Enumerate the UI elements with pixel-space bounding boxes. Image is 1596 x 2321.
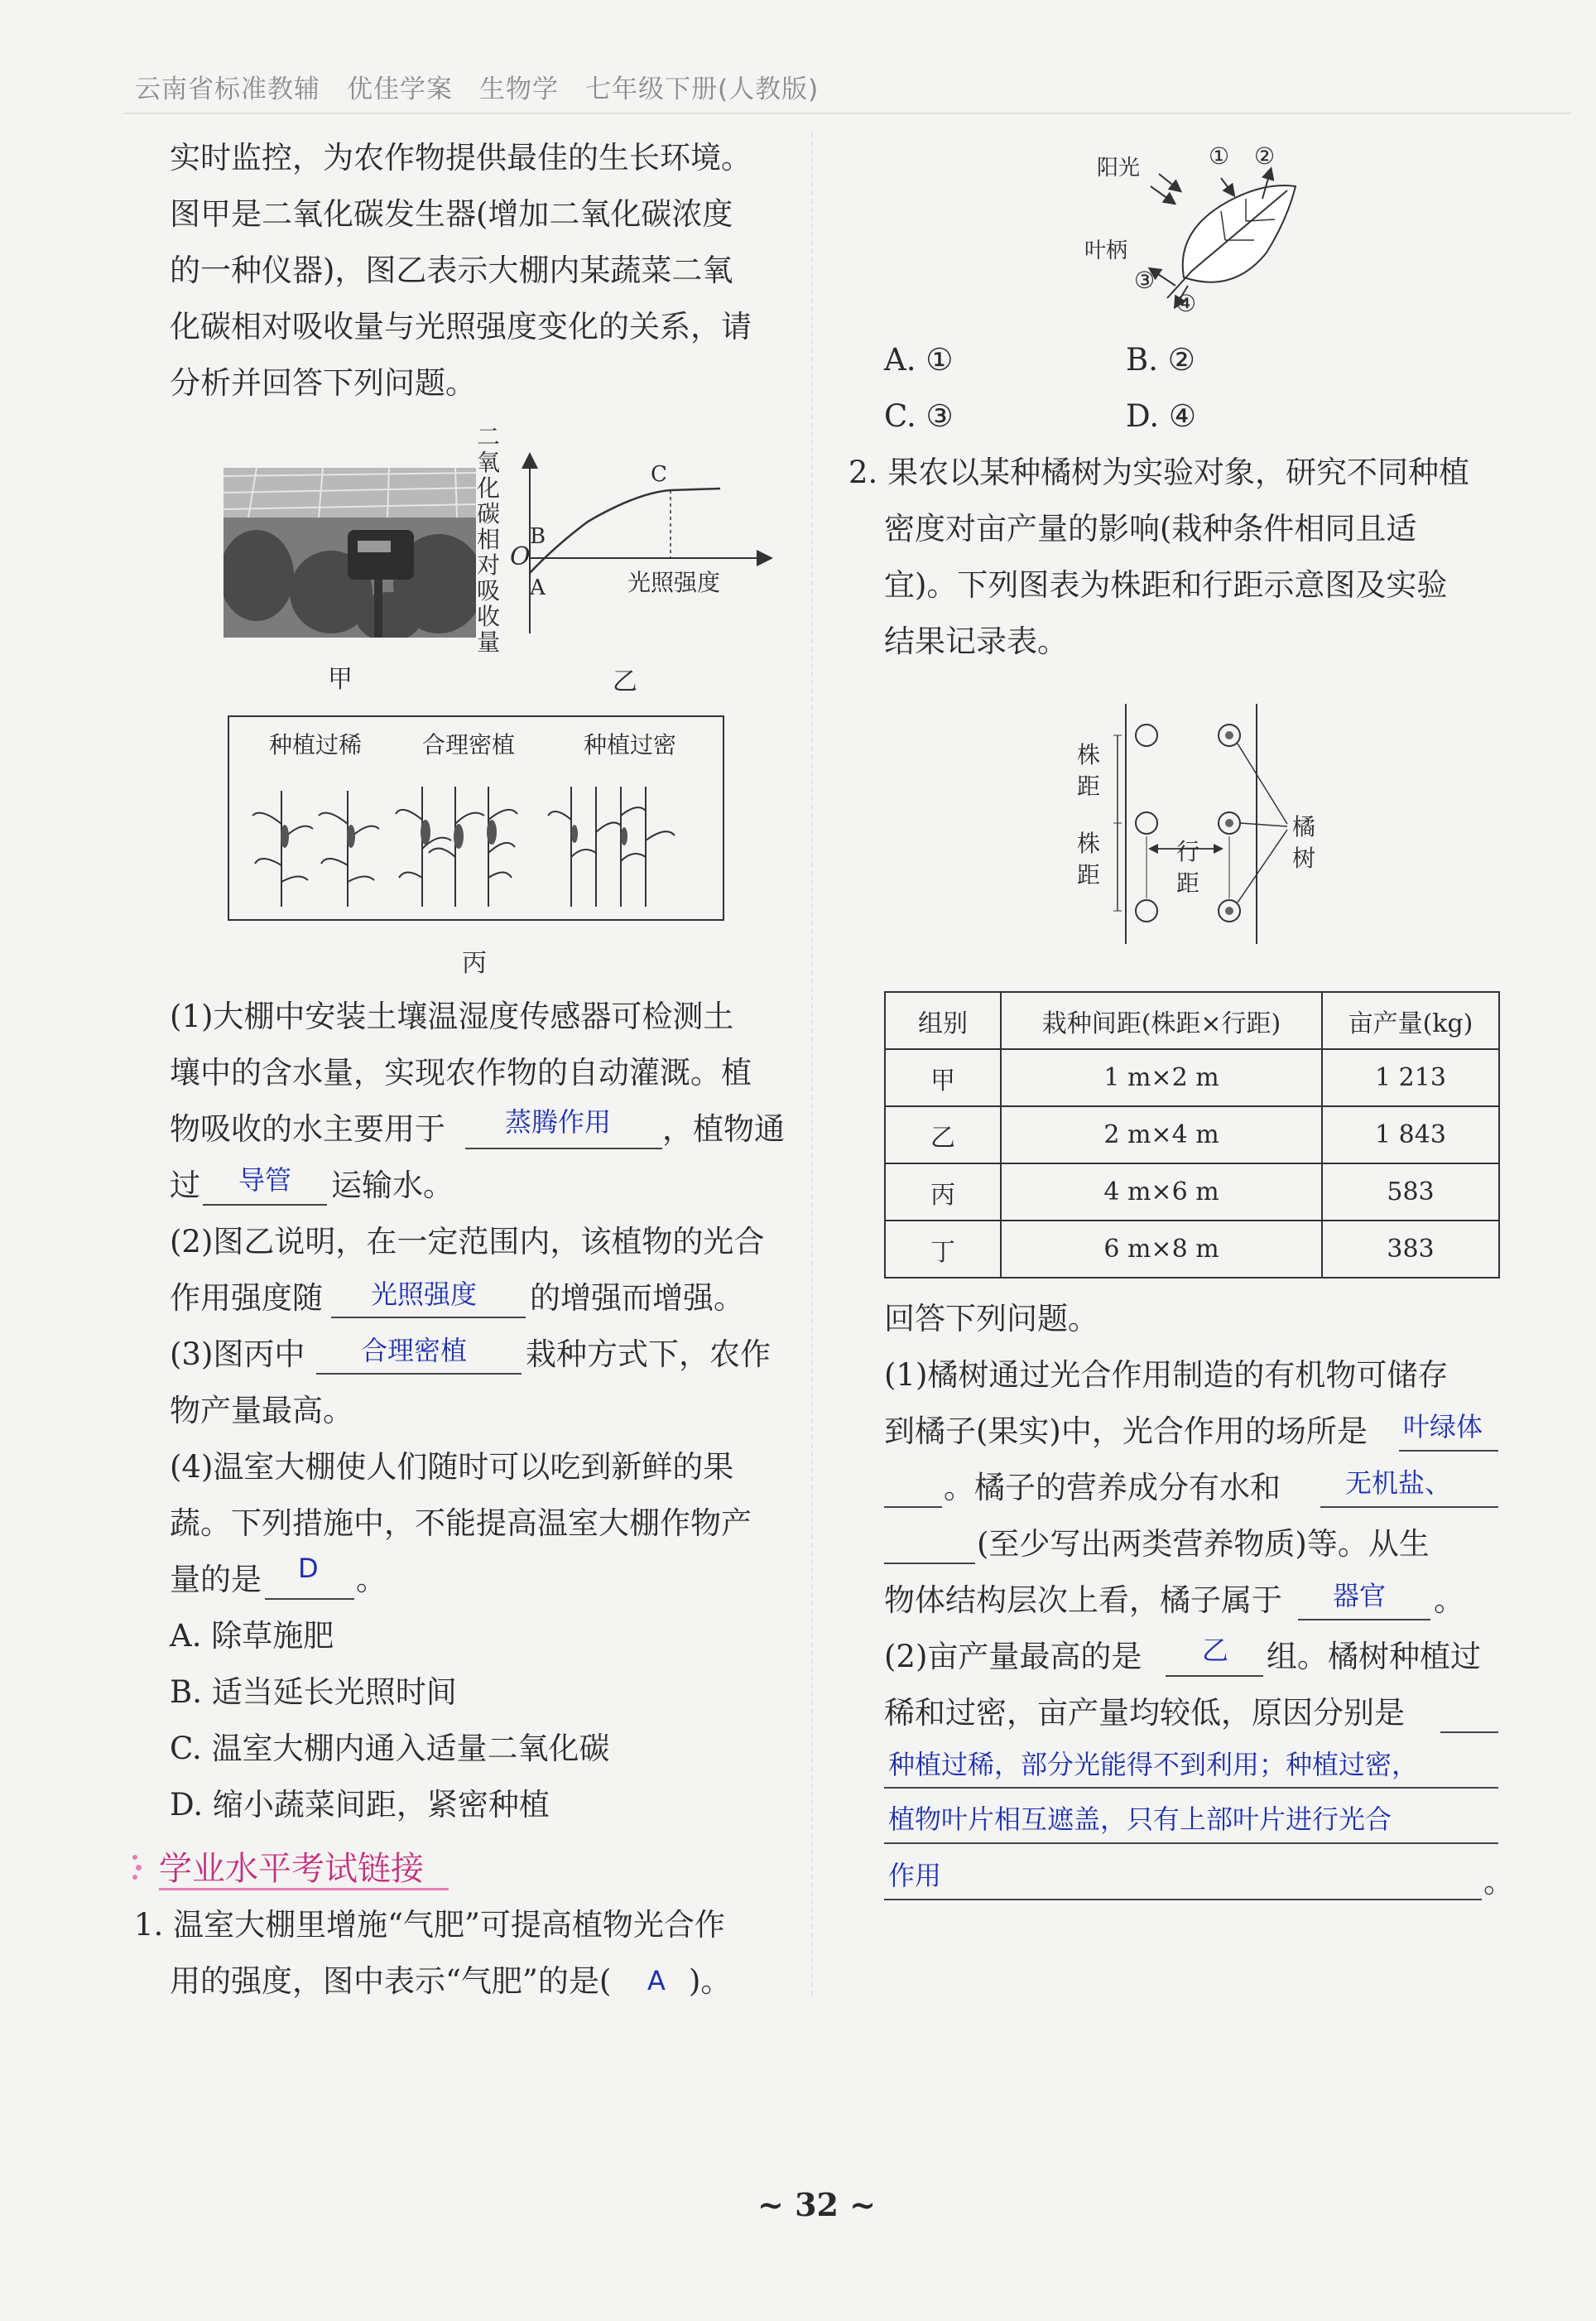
q4-blank: [265, 1598, 354, 1600]
table-cell: 6 m×8 m: [1001, 1221, 1322, 1278]
leaf-marker-1: ①: [1209, 142, 1230, 170]
intro-line: 的一种仪器)，图乙表示大棚内某蔬菜二氧: [170, 253, 733, 288]
table-cell: 1 843: [1322, 1106, 1499, 1163]
planting-reasonable-label: 合理密植: [422, 731, 516, 758]
q1-line: 运输水。: [331, 1168, 454, 1203]
page-number: ~ 32 ~: [757, 2186, 877, 2223]
q1-answer-1: 蒸腾作用: [505, 1106, 612, 1138]
q3-line: 栽种方式下，农作: [526, 1336, 771, 1372]
mc1-line: )。: [689, 1963, 732, 1999]
table-header: 栽种间距(株距×行距): [1001, 992, 1322, 1049]
intro-line: 化碳相对吸收量与光照强度变化的关系，请: [170, 309, 752, 344]
q2-line: 的增强而增强。: [530, 1280, 744, 1316]
answer-intro: 回答下列问题。: [884, 1301, 1098, 1336]
mc1-answer: A: [647, 1965, 666, 1996]
q1-answer-2: 导管: [238, 1164, 292, 1196]
s1-line: (至少写出两类营养物质)等。从生: [977, 1526, 1430, 1562]
figure-jia-photo: [224, 468, 476, 638]
s2-line: (2)亩产量最高的是: [884, 1639, 1142, 1674]
table-cell: 丁: [885, 1221, 1001, 1278]
spacing-diagram: [1068, 696, 1316, 952]
corn-plants-illustration: [248, 774, 712, 911]
s2-reason-answer: 作用: [888, 1860, 942, 1891]
table-row: [885, 1221, 1499, 1278]
table-cell: 583: [1322, 1163, 1499, 1221]
table-header: 亩产量(kg): [1322, 992, 1499, 1049]
q1-line: 壤中的含水量，实现农作物的自动灌溉。植: [170, 1055, 752, 1091]
planting-sparse-label: 种植过稀: [269, 731, 363, 758]
s2-blank: [1166, 1675, 1263, 1677]
q4-line: 量的是: [170, 1562, 262, 1597]
graph-point-b: B: [530, 524, 546, 549]
q1-blank-2: [203, 1204, 327, 1206]
s2-line: 稀和过密，亩产量均较低，原因分别是: [884, 1695, 1405, 1731]
mc1-option: C. ③: [884, 398, 954, 434]
table-header-row: [885, 992, 1499, 1049]
q2-intro-line: 宜)。下列图表为株距和行距示意图及实验: [884, 567, 1448, 603]
q1-line: (1)大棚中安装土壤温湿度传感器可检测土: [170, 999, 734, 1034]
q4-option: B. 适当延长光照时间: [170, 1674, 457, 1710]
s1-line: 。: [1434, 1582, 1464, 1618]
table-cell: 1 m×2 m: [1001, 1049, 1322, 1106]
s1-blank-1a: [1399, 1450, 1498, 1452]
q1-line: 过: [170, 1168, 200, 1203]
q2-intro-line: 密度对亩产量的影响(栽种条件相同且适: [884, 511, 1417, 547]
q4-option: A. 除草施肥: [170, 1618, 334, 1654]
page-header: 云南省标准教辅 优佳学案 生物学 七年级下册(人教版): [135, 75, 820, 104]
planting-dense-label: 种植过密: [584, 731, 677, 758]
q2-answer: 光照强度: [371, 1278, 478, 1310]
q3-answer: 合理密植: [361, 1335, 468, 1366]
spacing-label-zhuju-top: 株距: [1076, 741, 1100, 800]
graph-point-c: C: [651, 462, 667, 487]
table-header: 组别: [885, 992, 1001, 1049]
s2-reason-blank-0: [1440, 1731, 1498, 1733]
section-underline: [159, 1888, 449, 1890]
mc1-option: D. ④: [1126, 398, 1197, 434]
q4-line: 。: [356, 1562, 387, 1597]
q4-option: C. 温室大棚内通入适量二氧化碳: [170, 1731, 610, 1766]
figure-yi-label: 乙: [613, 667, 637, 696]
table-cell: 383: [1322, 1221, 1499, 1278]
s2-reason-blank-3: [884, 1899, 1482, 1900]
spacing-label-jushu: 橘树: [1291, 813, 1315, 872]
leaf-sun-label: 阳光: [1097, 156, 1141, 181]
section-heading: 学业水平考试链接: [159, 1850, 424, 1888]
s2-line: 。: [1483, 1864, 1514, 1900]
figure-jia-label: 甲: [328, 665, 353, 694]
table-row: [885, 1049, 1499, 1106]
s1-blank-2b: [884, 1563, 975, 1564]
intro-line: 分析并回答下列问题。: [170, 365, 476, 401]
table-cell: 2 m×4 m: [1001, 1106, 1322, 1163]
leaf-marker-4: ④: [1175, 290, 1197, 317]
s1-blank-1b: [884, 1506, 942, 1508]
s1-line: 。橘子的营养成分有水和: [944, 1470, 1281, 1505]
q2-line: (2)图乙说明，在一定范围内，该植物的光合: [170, 1224, 765, 1259]
s1-line: (1)橘树通过光合作用制造的有机物可储存: [884, 1357, 1449, 1393]
table-row: [885, 1106, 1499, 1163]
s2-reason-answer: 植物叶片相互遮盖，只有上部叶片进行光合: [888, 1803, 1392, 1835]
s1-answer-2: 无机盐、: [1345, 1467, 1452, 1499]
q3-blank: [316, 1373, 522, 1375]
mc1-line: 1. 温室大棚里增施“气肥”可提高植物光合作: [134, 1907, 725, 1943]
spacing-label-hangju: 行距: [1175, 838, 1199, 897]
table-cell: 甲: [885, 1049, 1001, 1106]
mc1-option: A. ①: [884, 342, 954, 378]
header-rule: [124, 113, 1571, 114]
results-table: [884, 991, 1500, 1278]
s2-reason-blank-1: [884, 1787, 1498, 1789]
table-cell: 1 213: [1322, 1049, 1499, 1106]
q4-answer: D: [298, 1553, 319, 1584]
s2-line: 组。橘树种植过: [1267, 1639, 1481, 1674]
q3-line: 物产量最高。: [170, 1393, 353, 1428]
s2-reason-answer: 种植过稀，部分光能得不到利用；种植过密，: [888, 1749, 1419, 1780]
leaf-stalk-label: 叶柄: [1084, 238, 1128, 263]
q4-option: D. 缩小蔬菜间距，紧密种植: [170, 1787, 550, 1823]
graph-yi-axes: [505, 447, 778, 638]
spacing-label-zhuju-bottom: 株距: [1076, 830, 1100, 888]
s1-answer-1: 叶绿体: [1403, 1411, 1483, 1442]
s1-blank-3: [1298, 1619, 1430, 1620]
s1-answer-3: 器官: [1333, 1580, 1387, 1611]
intro-line: 实时监控，为农作物提供最佳的生长环境。: [170, 140, 752, 176]
table-cell: 丙: [885, 1163, 1001, 1221]
section-marker-icon: [132, 1855, 147, 1880]
s1-line: 物体结构层次上看，橘子属于: [884, 1582, 1282, 1618]
leaf-marker-3: ③: [1134, 267, 1156, 294]
s1-line: 到橘子(果实)中，光合作用的场所是: [884, 1413, 1368, 1449]
q1-blank-1: [465, 1148, 662, 1149]
q2-intro-line: 2. 果农以某种橘树为实验对象，研究不同种植: [848, 455, 1470, 490]
s2-answer: 乙: [1202, 1635, 1229, 1666]
table-cell: 乙: [885, 1106, 1001, 1163]
graph-origin-label: O: [510, 542, 531, 571]
graph-y-label: 二 氧 化 碳 相 对 吸 收 量: [476, 423, 500, 656]
q2-intro-line: 结果记录表。: [884, 624, 1068, 659]
q4-line: (4)温室大棚使人们随时可以吃到新鲜的果: [170, 1449, 734, 1485]
intro-line: 图甲是二氧化碳发生器(增加二氧化碳浓度: [170, 196, 733, 232]
column-divider: [811, 132, 813, 1996]
table-cell: 4 m×6 m: [1001, 1163, 1322, 1221]
q3-line: (3)图丙中: [170, 1336, 305, 1372]
mc1-option: B. ②: [1126, 342, 1195, 378]
s1-blank-2a: [1320, 1506, 1498, 1508]
q1-line: ，植物通: [662, 1111, 785, 1147]
figure-bing-label: 丙: [462, 949, 487, 978]
leaf-marker-2: ②: [1254, 142, 1276, 170]
q2-line: 作用强度随: [170, 1280, 323, 1316]
q2-blank: [331, 1317, 526, 1318]
q1-line: 物吸收的水主要用于: [170, 1111, 445, 1147]
mc1-line: 用的强度，图中表示“气肥”的是(: [170, 1963, 612, 1999]
s2-reason-blank-2: [884, 1842, 1498, 1844]
graph-point-a: A: [530, 575, 546, 600]
leaf-diagram: [1142, 161, 1308, 319]
table-row: [885, 1163, 1499, 1221]
q4-line: 蔬。下列措施中，不能提高温室大棚作物产: [170, 1505, 752, 1541]
graph-x-label: 光照强度: [627, 569, 721, 596]
